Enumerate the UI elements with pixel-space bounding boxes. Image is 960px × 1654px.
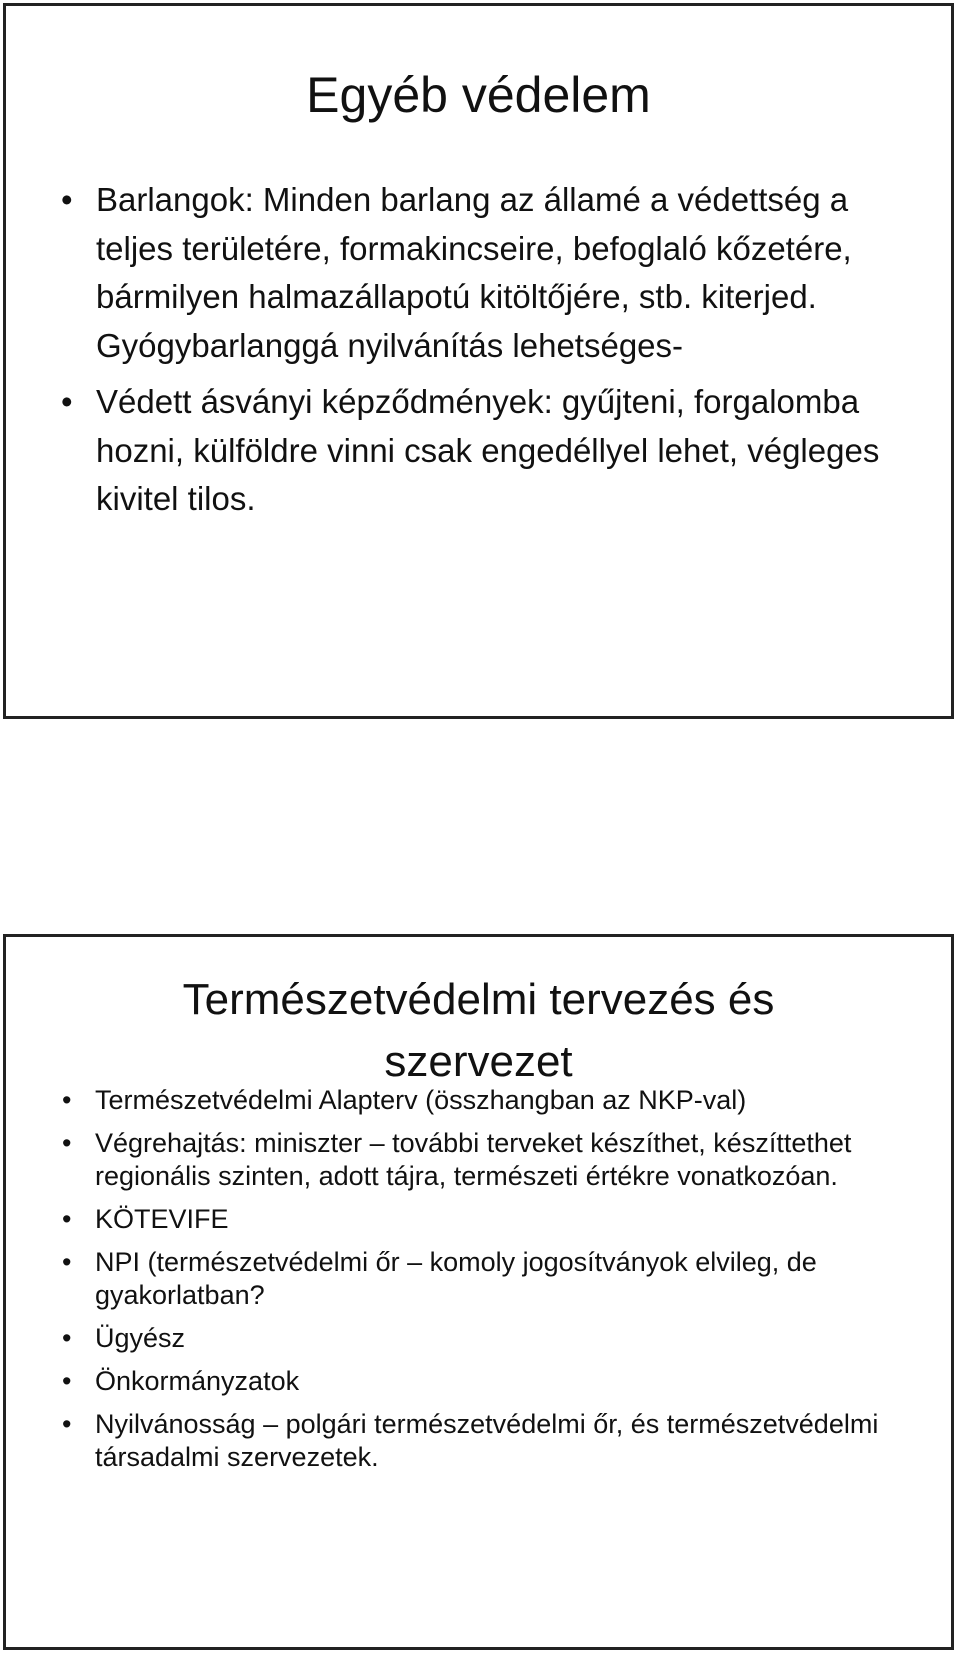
bullet-item-vegrehajtas: • Végrehajtás: miniszter – további terveket készíthet, készíttethet regionális szinten, adott tájra, természeti értékre vonatkozóan. — [95, 1127, 935, 1193]
slide-title — [6, 969, 951, 1093]
bullet-list — [95, 1084, 935, 1484]
slide-egyeb-vedelem — [3, 3, 954, 719]
bullet-list — [96, 176, 926, 532]
bullet-item-npi: • NPI (természetvédelmi őr – komoly jogosítványok elvileg, de gyakorlatban? — [95, 1246, 935, 1312]
bullet-item-nyilvanossag: • Nyilvánosság – polgári természetvédelmi őr, és természetvédelmi társadalmi szervezetek. — [95, 1408, 935, 1474]
slide-title-line-2: szervezet — [384, 1037, 573, 1086]
slide-termeszetvedelmi-tervezes — [3, 934, 954, 1650]
bullet-item-alapterv: • Természetvédelmi Alapterv (összhangban az NKP-val) — [95, 1084, 935, 1117]
bullet-item-ugyesz: • Ügyész — [95, 1322, 935, 1355]
bullet-item-onkormanyzatok: • Önkormányzatok — [95, 1365, 935, 1398]
slide-title-line-1: Természetvédelmi tervezés és — [182, 975, 775, 1024]
bullet-item-asvanyi-kepzodmenyek: • Védett ásványi képződmények: gyűjteni, forgalomba hozni, külföldre vinni csak engedéllyel lehet, végleges kivitel tilos. — [96, 378, 926, 524]
slide-title: Egyéb védelem — [306, 67, 651, 123]
bullet-item-kotevife: • KÖTEVIFE — [95, 1203, 935, 1236]
bullet-item-barlangok: • Barlangok: Minden barlang az államé a védettség a teljes területére, formakincseire, befoglaló kőzetére, bármilyen halmazállapotú kitöltőjére, stb. kiterjed. Gyógybarlanggá nyilvánítás lehetséges- — [96, 176, 926, 370]
